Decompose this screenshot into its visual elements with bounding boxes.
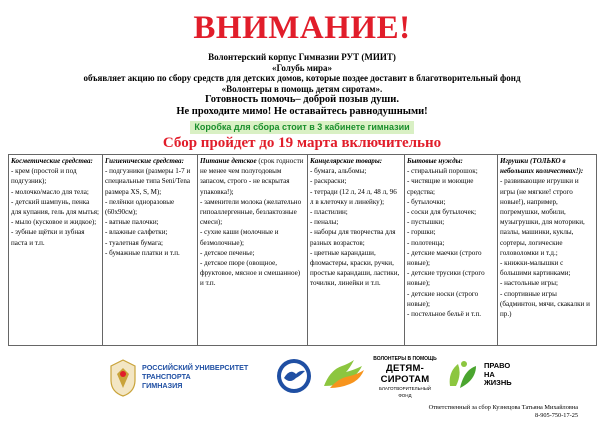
column-household <box>405 155 498 346</box>
list-item: - подгузники (размеры 1-7 и специальные типа Seni/Tena размера XS, S, M); <box>105 167 191 196</box>
column-title: Косметические средства: <box>11 157 93 165</box>
rut-line-3: ГИМНАЗИЯ <box>142 381 183 390</box>
column-hygiene <box>103 155 198 346</box>
list-item: - детские носки (строго новые); <box>407 289 479 308</box>
list-item: - влажные салфетки; <box>105 228 168 237</box>
column-title: Питание детское <box>200 157 257 165</box>
list-item: - стиральный порошок; <box>407 167 478 176</box>
list-item: - мыло (кусковое и жидкое); <box>11 218 97 227</box>
list-item: - пластилин; <box>310 208 348 217</box>
rut-logo-text <box>142 363 272 390</box>
list-item: - наборы для творчества для разных возрастов; <box>310 228 396 247</box>
dove-emblem-icon <box>276 358 312 394</box>
list-item: - молочко/масло для тела; <box>11 187 89 196</box>
column-cosmetics <box>9 155 103 346</box>
list-item: - детское печенье; <box>200 248 255 257</box>
responsible-contact <box>429 404 578 420</box>
list-item: - пеналы; <box>310 218 339 227</box>
list-item: - развивающие игрушки и игры (не мягкие! строго новые!), например, погремушки, мобили, музыгрушки, для моторики, пазлы, машинки, куклы, сортеры, логические головоломки и т.д.; <box>500 177 585 257</box>
donation-items-table <box>8 154 597 346</box>
box-location-note: Коробка для сбора стоит в 3 кабинете гимназии <box>190 121 414 134</box>
column-title-note: (ТОЛЬКО в небольших количествах!): <box>500 157 584 176</box>
vol-line-2: ДЕТЯМ-СИРОТАМ <box>380 363 430 385</box>
pravo-logo-text <box>484 362 528 388</box>
slogan-2: Не проходите мимо! Не оставайтесь равнодушными! <box>176 105 428 117</box>
crest-icon <box>108 358 138 398</box>
list-item: - бумажные платки и т.п. <box>105 248 180 257</box>
list-item: - детские маечки (строго новые); <box>407 248 482 268</box>
column-title: Игрушки <box>500 157 529 165</box>
list-item: - сухие каши (молочные и безмолочные); <box>200 228 279 247</box>
intro-block <box>30 52 574 117</box>
list-item: - детские трусики (строго новые); <box>407 269 485 288</box>
org-line: Волонтерский корпус Гимназии РУТ (МИИТ) <box>208 52 396 62</box>
list-item: - раскраски; <box>310 177 347 186</box>
column-title: Бытовые нужды: <box>407 157 463 165</box>
list-item: - детский шампунь, пенка для купания, гель для мытья; <box>11 197 99 217</box>
vol-line-1: ВОЛОНТЕРЫ В ПОМОЩЬ <box>373 356 437 362</box>
column-baby-food <box>198 155 308 346</box>
list-item: - чистящие и моющие средства; <box>407 177 474 196</box>
list-item: - полотенца; <box>407 238 445 247</box>
rut-line-2: ТРАНСПОРТА <box>142 372 191 381</box>
list-item: - зубные щётки и зубная паста и т.п. <box>11 228 85 247</box>
list-item: - тетради (12 л, 24 л, 48 л, 96 л в клеточку и линейку); <box>310 187 397 206</box>
pravo-line-2: НА <box>484 369 495 379</box>
rut-gymnasium-logo <box>108 358 268 404</box>
responsible-person: Ответственный за сбор Кузнецова Татьяна Михайловна <box>428 404 578 411</box>
list-item: - цветные карандаши, фломастеры, краски, ручки, простые карандаши, ластики, точилки, линейки и т.п. <box>310 248 400 288</box>
list-item: - крем (простой и под подгузник); <box>11 167 77 186</box>
pravo-na-zhizn-logo <box>444 356 534 396</box>
page-title: ВНИМАНИЕ! <box>193 10 411 46</box>
slogan-1: Готовность помочь– доброй позыв души. <box>205 94 399 105</box>
helping-hands-icon <box>320 356 366 394</box>
list-item: - книжки-малышки с большими картинками; <box>500 259 571 278</box>
list-item: - постельное бельё и т.п. <box>407 310 482 319</box>
list-item: - пелёнки одноразовые (60х90см); <box>105 197 175 217</box>
list-item: - соски для бутылочек; <box>407 208 477 217</box>
list-item: - настольные игры; <box>500 279 558 288</box>
rut-line-1: РОССИЙСКИЙ УНИВЕРСИТЕТ <box>142 363 249 372</box>
vol-line-3: БЛАГОТВОРИТЕЛЬНЫЙ ФОНД <box>378 386 432 398</box>
list-item: - бутылочки; <box>407 197 446 206</box>
deadline-text: Сбор пройдет до 19 марта включительно <box>162 135 442 151</box>
table-row <box>9 155 597 346</box>
pravo-line-1: ПРАВО <box>484 361 511 370</box>
contact-phone: 8-905-750-17-25 <box>534 412 578 419</box>
column-toys <box>498 155 597 346</box>
list-item: - ватные палочки; <box>105 218 159 227</box>
list-item: - заменители молока (желательно гипоаллергенные, безлактозные смеси); <box>200 197 302 227</box>
list-item: - спортивные игры (бадминтон, мячи, скакалки и пр.) <box>500 289 590 319</box>
footer-logos <box>8 350 596 422</box>
list-item: - туалетная бумага; <box>105 238 163 247</box>
list-item: - пустышки; <box>407 218 445 227</box>
pravo-line-3: ЖИЗНЬ <box>484 378 512 387</box>
life-hands-icon <box>444 356 482 394</box>
column-stationery <box>308 155 405 346</box>
column-title-note: (срок годности не менее чем полугодовым запасом, строго - не вскрытая упаковка!); <box>200 157 304 196</box>
fund-name: «Волонтеры в помощь детям сиротам». <box>221 83 383 94</box>
list-item: - детское пюре (овощное, фруктовое, мясное и смешанное) и т.п. <box>200 259 301 288</box>
list-item: - горшки; <box>407 228 436 237</box>
org-name: «Голубь мира» <box>271 62 333 73</box>
column-title: Канцелярские товары: <box>310 157 383 165</box>
list-item: - бумага, альбомы; <box>310 167 367 176</box>
column-title: Гигиенические средства: <box>105 157 184 165</box>
announce-text: объявляет акцию по сбору средств для детских домов, которые поздее доставит в благотворительный фонд <box>83 73 521 83</box>
volunteers-fund-logo <box>372 356 438 398</box>
